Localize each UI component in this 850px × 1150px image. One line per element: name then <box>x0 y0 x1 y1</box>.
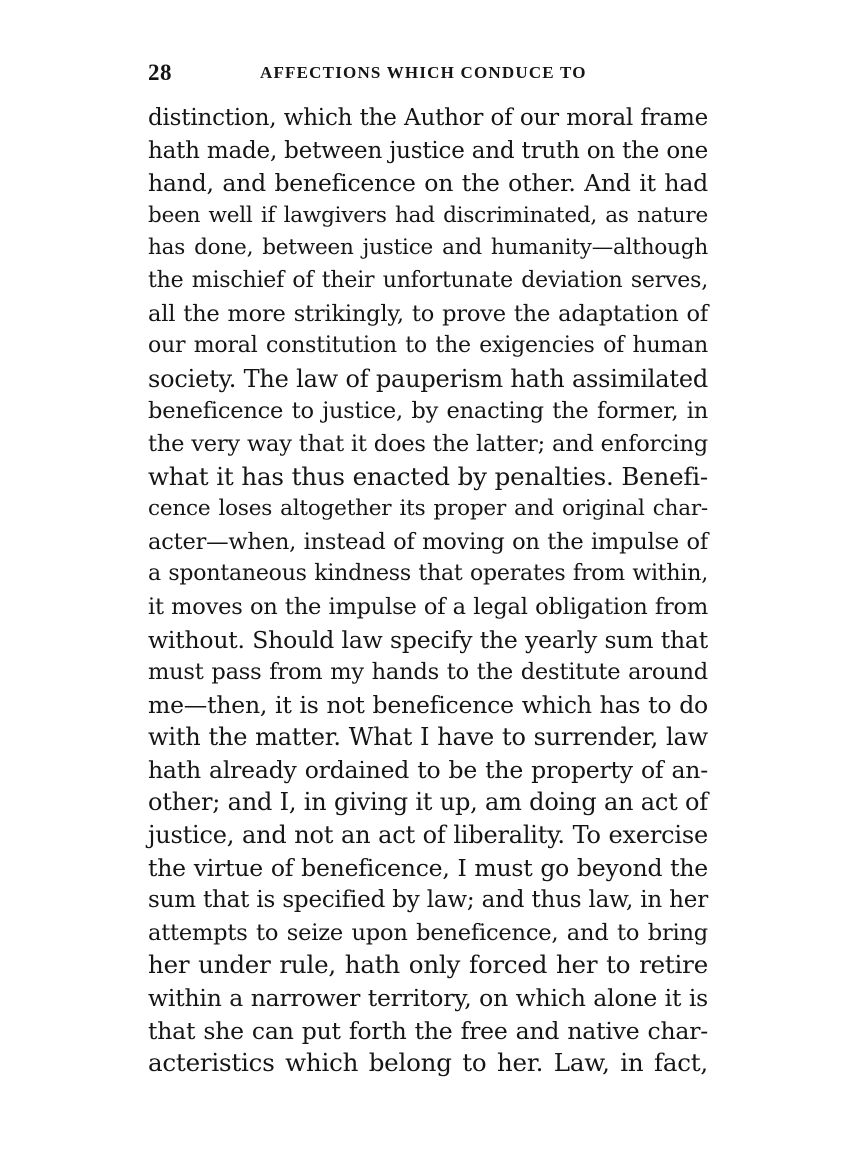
text-line: distinction, which the Author of our moral frame <box>148 105 708 131</box>
text-line: without. Should law specify the yearly sum that <box>148 625 708 654</box>
text-line: the very way that it does the latter; and enforcing <box>148 430 708 457</box>
text-line: attempts to seize upon beneficence, and to bring <box>148 919 708 946</box>
text-line: that she can put forth the free and native char- <box>148 1016 708 1045</box>
text-line: acteristics which belong to her. Law, in fact, <box>148 1048 708 1078</box>
text-line: all the more strikingly, to prove the adaptation of <box>148 300 708 327</box>
text-line: the mischief of their unfortunate deviation serves, <box>148 267 708 293</box>
text-line: hath already ordained to be the property of an- <box>148 755 708 784</box>
text-line: her under rule, hath only forced her to retire <box>148 950 708 980</box>
text-line: what it has thus enacted by penalties. Benefi- <box>148 461 708 491</box>
text-line: a spontaneous kindness that operates from within, <box>148 561 708 587</box>
text-line: it moves on the impulse of a legal obligation from <box>148 593 708 620</box>
running-title: AFFECTIONS WHICH CONDUCE TO <box>260 63 587 82</box>
body-text <box>148 102 708 1080</box>
text-line: the virtue of beneficence, I must go beyond the <box>148 853 708 882</box>
text-line: our moral constitution to the exigencies of human <box>148 333 708 359</box>
text-line: sum that is specified by law; and thus law, in her <box>148 887 708 914</box>
page-number: 28 <box>148 60 172 85</box>
text-line: justice, and not an act of liberality. To exercise <box>148 821 708 850</box>
text-line: must pass from my hands to the destitute around <box>148 659 708 686</box>
text-line: beneficence to justice, by enacting the former, in <box>148 398 708 425</box>
text-line: within a narrower territory, on which alone it is <box>148 984 708 1013</box>
running-head <box>148 60 708 90</box>
text-line: cence loses altogether its proper and original char- <box>148 496 708 522</box>
text-line: society. The law of pauperism hath assimilated <box>148 364 708 393</box>
text-line: hand, and beneficence on the other. And it had <box>148 169 708 198</box>
text-line: been well if lawgivers had discriminated, as nature <box>148 202 708 228</box>
text-line: with the matter. What I have to surrender, law <box>148 723 708 752</box>
text-line: has done, between justice and humanity—although <box>148 235 708 261</box>
text-line: acter—when, instead of moving on the impulse of <box>148 528 708 555</box>
text-line: hath made, between justice and truth on the one <box>148 137 708 164</box>
text-line: other; and I, in giving it up, am doing an act of <box>148 788 708 817</box>
text-line: me—then, it is not beneficence which has to do <box>148 690 708 719</box>
